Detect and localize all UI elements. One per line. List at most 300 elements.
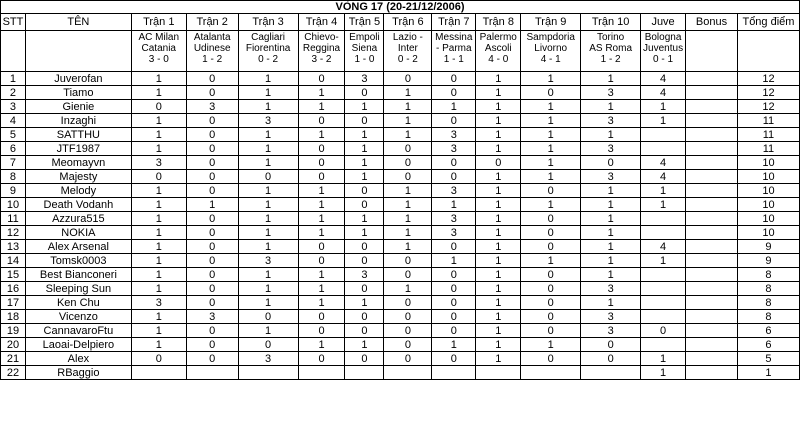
player-name-cell[interactable]: NOKIA [25, 226, 131, 240]
score-cell[interactable]: 0 [298, 170, 345, 184]
score-cell[interactable]: 1 [521, 254, 581, 268]
score-cell[interactable]: 1 [476, 114, 521, 128]
score-cell[interactable]: 0 [238, 170, 298, 184]
score-cell[interactable]: 0 [521, 282, 581, 296]
total-points-cell[interactable]: 9 [737, 254, 799, 268]
score-cell[interactable]: 0 [432, 156, 476, 170]
score-cell[interactable]: 3 [238, 114, 298, 128]
rank-cell[interactable]: 5 [1, 128, 26, 142]
score-cell[interactable]: 0 [298, 352, 345, 366]
juve-cell[interactable] [641, 268, 686, 282]
score-cell[interactable]: 1 [432, 100, 476, 114]
score-cell[interactable]: 1 [131, 282, 186, 296]
score-cell[interactable]: 3 [186, 100, 238, 114]
rank-cell[interactable]: 2 [1, 86, 26, 100]
bonus-cell[interactable] [686, 170, 738, 184]
score-cell[interactable]: 3 [581, 142, 641, 156]
score-cell[interactable]: 0 [521, 310, 581, 324]
rank-cell[interactable]: 17 [1, 296, 26, 310]
juve-cell[interactable]: 4 [641, 72, 686, 86]
score-cell[interactable]: 1 [476, 268, 521, 282]
score-cell[interactable]: 1 [238, 324, 298, 338]
score-cell[interactable]: 0 [345, 254, 384, 268]
total-points-cell[interactable]: 11 [737, 128, 799, 142]
score-cell[interactable]: 0 [186, 72, 238, 86]
score-cell[interactable]: 0 [432, 170, 476, 184]
player-name-cell[interactable]: Sleeping Sun [25, 282, 131, 296]
score-cell[interactable]: 3 [432, 128, 476, 142]
score-cell[interactable]: 3 [581, 170, 641, 184]
score-cell[interactable]: 1 [238, 86, 298, 100]
match-cell-5[interactable] [345, 31, 384, 72]
rank-cell[interactable]: 21 [1, 352, 26, 366]
score-cell[interactable]: 1 [476, 100, 521, 114]
score-cell[interactable]: 0 [186, 128, 238, 142]
header-ten[interactable]: TÊN [25, 14, 131, 31]
header-juve[interactable]: Juve [641, 14, 686, 31]
match-cell-3[interactable] [238, 31, 298, 72]
score-cell[interactable]: 0 [186, 156, 238, 170]
juve-cell[interactable] [641, 142, 686, 156]
score-cell[interactable] [298, 366, 345, 380]
score-cell[interactable] [581, 366, 641, 380]
rank-cell[interactable]: 19 [1, 324, 26, 338]
header-bonus[interactable]: Bonus [686, 14, 738, 31]
score-cell[interactable]: 1 [476, 184, 521, 198]
juve-cell[interactable]: 1 [641, 114, 686, 128]
score-cell[interactable]: 0 [186, 282, 238, 296]
total-points-cell[interactable]: 5 [737, 352, 799, 366]
empty-cell[interactable] [1, 31, 26, 72]
score-cell[interactable]: 1 [476, 240, 521, 254]
score-cell[interactable]: 1 [131, 254, 186, 268]
total-points-cell[interactable]: 6 [737, 338, 799, 352]
bonus-cell[interactable] [686, 156, 738, 170]
header-tran-3[interactable]: Trận 3 [238, 14, 298, 31]
score-cell[interactable]: 1 [581, 128, 641, 142]
rank-cell[interactable]: 3 [1, 100, 26, 114]
rank-cell[interactable]: 16 [1, 282, 26, 296]
match-cell-4[interactable] [298, 31, 345, 72]
total-points-cell[interactable]: 10 [737, 198, 799, 212]
score-cell[interactable]: 3 [581, 282, 641, 296]
score-cell[interactable]: 0 [581, 338, 641, 352]
score-cell[interactable]: 1 [581, 226, 641, 240]
score-cell[interactable]: 1 [131, 72, 186, 86]
score-cell[interactable]: 1 [384, 86, 432, 100]
score-cell[interactable]: 1 [345, 296, 384, 310]
player-name-cell[interactable]: Azzura515 [25, 212, 131, 226]
score-cell[interactable]: 1 [131, 240, 186, 254]
score-cell[interactable]: 1 [298, 296, 345, 310]
bonus-cell[interactable] [686, 128, 738, 142]
header-tran-10[interactable]: Trận 10 [581, 14, 641, 31]
juve-cell[interactable] [641, 282, 686, 296]
score-cell[interactable]: 3 [432, 142, 476, 156]
player-name-cell[interactable]: Meomayvn [25, 156, 131, 170]
score-cell[interactable]: 1 [131, 128, 186, 142]
score-cell[interactable]: 1 [345, 338, 384, 352]
header-tong-diem[interactable]: Tổng điểm [737, 14, 799, 31]
score-cell[interactable]: 1 [581, 72, 641, 86]
score-cell[interactable]: 0 [521, 324, 581, 338]
rank-cell[interactable]: 14 [1, 254, 26, 268]
player-name-cell[interactable]: Best Bianconeri [25, 268, 131, 282]
score-cell[interactable]: 1 [238, 100, 298, 114]
score-cell[interactable]: 3 [238, 352, 298, 366]
score-cell[interactable]: 1 [476, 198, 521, 212]
score-cell[interactable]: 0 [345, 240, 384, 254]
total-points-cell[interactable]: 12 [737, 72, 799, 86]
score-cell[interactable]: 1 [238, 282, 298, 296]
score-cell[interactable]: 1 [432, 254, 476, 268]
score-cell[interactable]: 0 [298, 240, 345, 254]
score-cell[interactable]: 1 [384, 226, 432, 240]
score-cell[interactable]: 3 [238, 254, 298, 268]
score-cell[interactable]: 1 [345, 100, 384, 114]
score-cell[interactable]: 0 [384, 268, 432, 282]
score-cell[interactable]: 1 [521, 338, 581, 352]
total-points-cell[interactable]: 11 [737, 114, 799, 128]
player-name-cell[interactable]: CannavaroFtu [25, 324, 131, 338]
score-cell[interactable]: 1 [476, 86, 521, 100]
score-cell[interactable]: 1 [238, 296, 298, 310]
score-cell[interactable]: 0 [186, 212, 238, 226]
score-cell[interactable]: 3 [131, 156, 186, 170]
score-cell[interactable]: 0 [298, 142, 345, 156]
score-cell[interactable]: 1 [131, 310, 186, 324]
bonus-cell[interactable] [686, 184, 738, 198]
score-cell[interactable] [432, 366, 476, 380]
score-cell[interactable]: 1 [384, 282, 432, 296]
score-cell[interactable]: 1 [476, 142, 521, 156]
bonus-cell[interactable] [686, 324, 738, 338]
score-cell[interactable]: 1 [581, 212, 641, 226]
score-cell[interactable]: 3 [581, 324, 641, 338]
score-cell[interactable]: 1 [581, 268, 641, 282]
score-cell[interactable]: 0 [432, 268, 476, 282]
juve-cell[interactable]: 1 [641, 254, 686, 268]
score-cell[interactable]: 0 [521, 240, 581, 254]
score-cell[interactable]: 1 [298, 184, 345, 198]
header-tran-9[interactable]: Trận 9 [521, 14, 581, 31]
empty-cell[interactable] [686, 31, 738, 72]
rank-cell[interactable]: 12 [1, 226, 26, 240]
bonus-cell[interactable] [686, 86, 738, 100]
score-cell[interactable]: 0 [131, 352, 186, 366]
match-cell-9[interactable] [521, 31, 581, 72]
score-cell[interactable]: 1 [345, 156, 384, 170]
score-cell[interactable]: 0 [345, 198, 384, 212]
player-name-cell[interactable]: Gienie [25, 100, 131, 114]
score-cell[interactable]: 0 [581, 156, 641, 170]
juve-cell[interactable]: 1 [641, 184, 686, 198]
score-cell[interactable]: 1 [131, 142, 186, 156]
score-cell[interactable]: 1 [384, 184, 432, 198]
header-tran-6[interactable]: Trận 6 [384, 14, 432, 31]
rank-cell[interactable]: 8 [1, 170, 26, 184]
score-cell[interactable]: 3 [581, 114, 641, 128]
score-cell[interactable]: 3 [432, 226, 476, 240]
score-cell[interactable]: 0 [298, 254, 345, 268]
score-cell[interactable]: 3 [131, 296, 186, 310]
total-points-cell[interactable]: 8 [737, 268, 799, 282]
score-cell[interactable]: 1 [131, 184, 186, 198]
score-cell[interactable]: 0 [298, 156, 345, 170]
score-cell[interactable]: 1 [521, 198, 581, 212]
score-cell[interactable]: 1 [131, 212, 186, 226]
juve-cell[interactable] [641, 296, 686, 310]
player-name-cell[interactable]: JTF1987 [25, 142, 131, 156]
score-cell[interactable]: 1 [476, 296, 521, 310]
total-points-cell[interactable]: 12 [737, 86, 799, 100]
header-tran-7[interactable]: Trận 7 [432, 14, 476, 31]
player-name-cell[interactable]: Alex Arsenal [25, 240, 131, 254]
score-cell[interactable]: 1 [131, 198, 186, 212]
score-cell[interactable]: 1 [131, 86, 186, 100]
score-cell[interactable]: 1 [238, 184, 298, 198]
score-cell[interactable]: 1 [238, 156, 298, 170]
score-cell[interactable]: 1 [521, 128, 581, 142]
juve-cell[interactable]: 4 [641, 156, 686, 170]
score-cell[interactable]: 1 [432, 338, 476, 352]
score-cell[interactable]: 0 [298, 114, 345, 128]
player-name-cell[interactable]: Laoai-Delpiero [25, 338, 131, 352]
score-cell[interactable]: 1 [476, 254, 521, 268]
score-cell[interactable]: 0 [581, 352, 641, 366]
player-name-cell[interactable]: Majesty [25, 170, 131, 184]
score-cell[interactable]: 1 [131, 114, 186, 128]
score-cell[interactable]: 1 [521, 114, 581, 128]
bonus-cell[interactable] [686, 226, 738, 240]
score-cell[interactable]: 1 [521, 142, 581, 156]
score-cell[interactable] [186, 366, 238, 380]
score-cell[interactable]: 0 [186, 254, 238, 268]
bonus-cell[interactable] [686, 366, 738, 380]
rank-cell[interactable]: 18 [1, 310, 26, 324]
score-cell[interactable]: 1 [476, 128, 521, 142]
score-cell[interactable]: 0 [298, 310, 345, 324]
score-cell[interactable]: 0 [345, 114, 384, 128]
score-cell[interactable]: 0 [186, 86, 238, 100]
bonus-cell[interactable] [686, 212, 738, 226]
juve-cell[interactable] [641, 212, 686, 226]
score-cell[interactable]: 0 [131, 100, 186, 114]
rank-cell[interactable]: 1 [1, 72, 26, 86]
score-cell[interactable]: 1 [238, 128, 298, 142]
score-cell[interactable]: 1 [476, 352, 521, 366]
player-name-cell[interactable]: Alex [25, 352, 131, 366]
score-cell[interactable]: 0 [432, 240, 476, 254]
score-cell[interactable]: 1 [521, 156, 581, 170]
bonus-cell[interactable] [686, 100, 738, 114]
score-cell[interactable]: 0 [345, 352, 384, 366]
score-cell[interactable]: 1 [298, 268, 345, 282]
bonus-cell[interactable] [686, 114, 738, 128]
score-cell[interactable]: 3 [432, 184, 476, 198]
match-cell-8[interactable] [476, 31, 521, 72]
score-cell[interactable]: 1 [298, 338, 345, 352]
score-cell[interactable]: 1 [345, 226, 384, 240]
score-cell[interactable]: 0 [238, 338, 298, 352]
total-points-cell[interactable]: 12 [737, 100, 799, 114]
score-cell[interactable]: 1 [581, 184, 641, 198]
score-cell[interactable]: 1 [476, 338, 521, 352]
score-cell[interactable]: 0 [432, 352, 476, 366]
header-tran-4[interactable]: Trận 4 [298, 14, 345, 31]
score-cell[interactable]: 3 [345, 72, 384, 86]
score-cell[interactable]: 1 [384, 212, 432, 226]
score-cell[interactable]: 0 [476, 156, 521, 170]
bonus-cell[interactable] [686, 268, 738, 282]
score-cell[interactable]: 1 [384, 198, 432, 212]
score-cell[interactable]: 1 [345, 170, 384, 184]
rank-cell[interactable]: 22 [1, 366, 26, 380]
score-cell[interactable]: 0 [432, 72, 476, 86]
bonus-cell[interactable] [686, 282, 738, 296]
score-cell[interactable]: 1 [298, 226, 345, 240]
rank-cell[interactable]: 7 [1, 156, 26, 170]
score-cell[interactable]: 1 [476, 170, 521, 184]
score-cell[interactable]: 1 [131, 324, 186, 338]
header-stt[interactable]: STT [1, 14, 26, 31]
total-points-cell[interactable]: 10 [737, 212, 799, 226]
header-tran-8[interactable]: Trận 8 [476, 14, 521, 31]
player-name-cell[interactable]: Ken Chu [25, 296, 131, 310]
score-cell[interactable]: 1 [581, 296, 641, 310]
rank-cell[interactable]: 6 [1, 142, 26, 156]
juve-cell[interactable]: 1 [641, 352, 686, 366]
player-name-cell[interactable]: Juverofan [25, 72, 131, 86]
score-cell[interactable]: 0 [345, 184, 384, 198]
bonus-cell[interactable] [686, 352, 738, 366]
score-cell[interactable]: 0 [432, 324, 476, 338]
score-cell[interactable]: 0 [186, 352, 238, 366]
score-cell[interactable] [476, 366, 521, 380]
score-cell[interactable]: 1 [131, 338, 186, 352]
score-cell[interactable]: 0 [521, 352, 581, 366]
score-cell[interactable]: 0 [238, 310, 298, 324]
score-cell[interactable]: 3 [581, 86, 641, 100]
score-cell[interactable]: 1 [345, 142, 384, 156]
score-cell[interactable]: 0 [186, 142, 238, 156]
match-cell-1[interactable] [131, 31, 186, 72]
score-cell[interactable]: 0 [345, 310, 384, 324]
score-cell[interactable]: 0 [384, 170, 432, 184]
score-cell[interactable]: 1 [238, 198, 298, 212]
score-cell[interactable]: 1 [476, 72, 521, 86]
score-cell[interactable]: 0 [521, 212, 581, 226]
rank-cell[interactable]: 15 [1, 268, 26, 282]
score-cell[interactable]: 0 [384, 156, 432, 170]
bonus-cell[interactable] [686, 72, 738, 86]
total-points-cell[interactable]: 6 [737, 324, 799, 338]
score-cell[interactable]: 3 [186, 310, 238, 324]
score-cell[interactable]: 1 [298, 100, 345, 114]
score-cell[interactable]: 1 [384, 240, 432, 254]
score-cell[interactable]: 0 [131, 170, 186, 184]
player-name-cell[interactable]: SATTHU [25, 128, 131, 142]
score-cell[interactable]: 0 [186, 170, 238, 184]
juve-cell[interactable]: 4 [641, 170, 686, 184]
total-points-cell[interactable]: 10 [737, 184, 799, 198]
total-points-cell[interactable]: 10 [737, 226, 799, 240]
score-cell[interactable]: 1 [476, 310, 521, 324]
score-cell[interactable]: 1 [298, 212, 345, 226]
rank-cell[interactable]: 13 [1, 240, 26, 254]
score-cell[interactable] [238, 366, 298, 380]
score-cell[interactable]: 1 [345, 212, 384, 226]
bonus-cell[interactable] [686, 254, 738, 268]
score-cell[interactable]: 1 [238, 212, 298, 226]
score-cell[interactable]: 0 [432, 114, 476, 128]
total-points-cell[interactable]: 10 [737, 170, 799, 184]
round-title[interactable]: VÒNG 17 (20-21/12/2006) [1, 1, 800, 14]
score-cell[interactable]: 1 [476, 226, 521, 240]
score-cell[interactable]: 1 [384, 100, 432, 114]
score-cell[interactable]: 1 [238, 268, 298, 282]
juve-cell[interactable]: 1 [641, 100, 686, 114]
empty-cell[interactable] [25, 31, 131, 72]
bonus-cell[interactable] [686, 240, 738, 254]
score-cell[interactable]: 0 [521, 86, 581, 100]
score-cell[interactable]: 1 [521, 170, 581, 184]
score-cell[interactable]: 0 [186, 338, 238, 352]
score-cell[interactable]: 1 [581, 254, 641, 268]
score-cell[interactable]: 0 [521, 268, 581, 282]
score-cell[interactable]: 0 [345, 282, 384, 296]
score-cell[interactable]: 0 [432, 86, 476, 100]
bonus-cell[interactable] [686, 198, 738, 212]
score-cell[interactable]: 1 [345, 128, 384, 142]
player-name-cell[interactable]: RBaggio [25, 366, 131, 380]
score-cell[interactable]: 1 [238, 72, 298, 86]
score-cell[interactable]: 1 [298, 198, 345, 212]
bonus-cell[interactable] [686, 142, 738, 156]
score-cell[interactable]: 0 [384, 324, 432, 338]
score-cell[interactable]: 1 [476, 324, 521, 338]
score-cell[interactable]: 0 [432, 296, 476, 310]
match-cell-11[interactable] [641, 31, 686, 72]
score-cell[interactable]: 1 [476, 282, 521, 296]
player-name-cell[interactable]: Tomsk0003 [25, 254, 131, 268]
juve-cell[interactable]: 0 [641, 324, 686, 338]
score-cell[interactable]: 1 [581, 100, 641, 114]
score-cell[interactable]: 0 [384, 72, 432, 86]
player-name-cell[interactable]: Tiamo [25, 86, 131, 100]
score-cell[interactable]: 0 [186, 268, 238, 282]
score-cell[interactable]: 0 [186, 240, 238, 254]
score-cell[interactable]: 1 [581, 240, 641, 254]
player-name-cell[interactable]: Vicenzo [25, 310, 131, 324]
juve-cell[interactable]: 4 [641, 240, 686, 254]
score-cell[interactable]: 1 [581, 198, 641, 212]
score-cell[interactable]: 1 [298, 128, 345, 142]
juve-cell[interactable]: 1 [641, 198, 686, 212]
score-cell[interactable]: 0 [521, 296, 581, 310]
juve-cell[interactable]: 1 [641, 366, 686, 380]
score-cell[interactable]: 0 [186, 114, 238, 128]
total-points-cell[interactable]: 10 [737, 156, 799, 170]
score-cell[interactable]: 0 [384, 352, 432, 366]
score-cell[interactable]: 1 [131, 268, 186, 282]
match-cell-7[interactable] [432, 31, 476, 72]
score-cell[interactable]: 3 [432, 212, 476, 226]
juve-cell[interactable]: 4 [641, 86, 686, 100]
total-points-cell[interactable]: 8 [737, 296, 799, 310]
total-points-cell[interactable]: 8 [737, 282, 799, 296]
juve-cell[interactable] [641, 226, 686, 240]
